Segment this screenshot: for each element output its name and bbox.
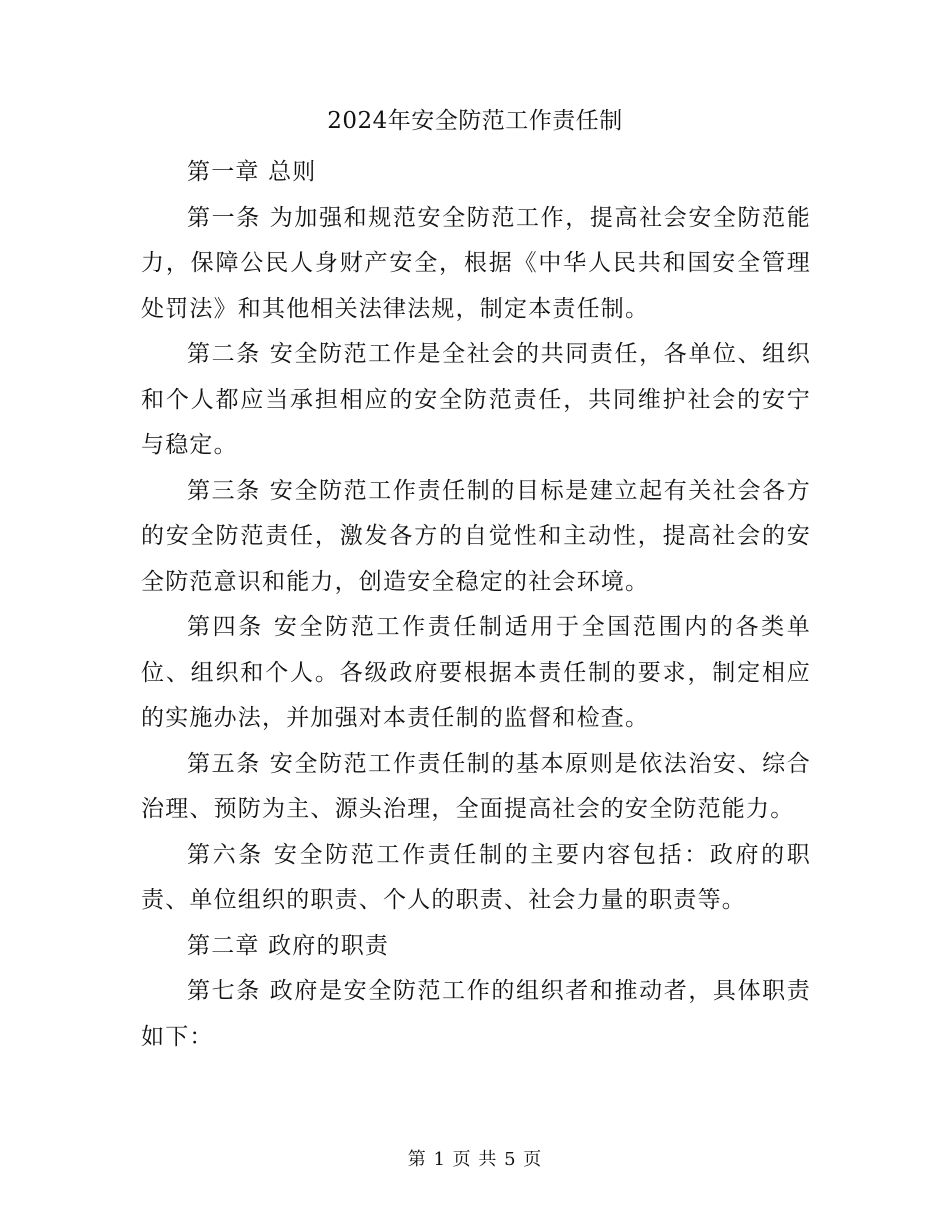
article-paragraph: 第五条 安全防范工作责任制的基本原则是依法治安、综合治理、预防为主、源头治理，全面提高社会的安全防范能力。 [141,750,811,822]
document-body [141,150,811,1060]
article-paragraph: 第二条 安全防范工作是全社会的共同责任，各单位、组织和个人都应当承担相应的安全防范责任，共同维护社会的安宁与稳定。 [141,341,811,458]
article-paragraph: 第一条 为加强和规范安全防范工作，提高社会安全防范能力，保障公民人身财产安全，根据《中华人民共和国安全管理处罚法》和其他相关法律法规，制定本责任制。 [141,204,811,322]
article-paragraph: 第三条 安全防范工作责任制的目标是建立起有关社会各方的安全防范责任，激发各方的自觉性和主动性，提高社会的安全防范意识和能力，创造安全稳定的社会环境。 [141,477,811,595]
document-title: 2024年安全防范工作责任制 [327,108,623,134]
article-paragraph: 第四条 安全防范工作责任制适用于全国范围内的各类单位、组织和个人。各级政府要根据本责任制的要求，制定相应的实施办法，并加强对本责任制的监督和检查。 [141,614,811,731]
page-footer: 第 1 页 共 5 页 [407,1149,543,1170]
article-paragraph: 第六条 安全防范工作责任制的主要内容包括：政府的职责、单位组织的职责、个人的职责、社会力量的职责等。 [141,841,811,913]
chapter-heading: 第一章 总则 [187,159,317,185]
article-paragraph: 第七条 政府是安全防范工作的组织者和推动者，具体职责如下： [141,978,811,1050]
chapter-heading: 第二章 政府的职责 [187,932,390,959]
